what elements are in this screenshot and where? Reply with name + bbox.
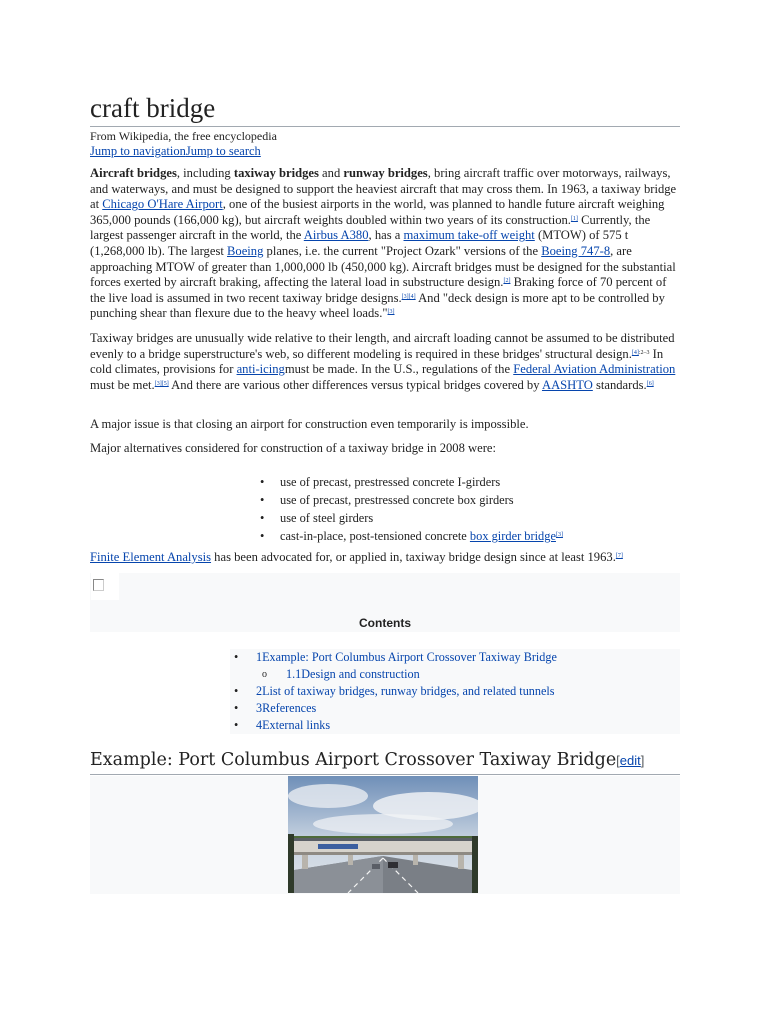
toc-item-1[interactable]: • 1Example: Port Columbus Airport Crossover Taxiway Bridge: [230, 649, 680, 666]
alternatives-list: [260, 473, 563, 545]
link-aashto[interactable]: AASHTO: [541, 377, 593, 392]
toc-item-1-1[interactable]: o 1.1Design and construction: [230, 666, 680, 683]
site-tagline: From Wikipedia, the free encyclopedia: [90, 129, 277, 143]
paragraph-taxiway-design: Taxiway bridges are unusually wide relative to their length, and aircraft loading cannot be assumed to be distributed evenly to a bridge superstructure's web, so different modeling is required in these bridges' structural design.$^{[4]:2-3}$ In cold climates, provisions for anti-icingmust be made. In the U.S., regulations of the Federal Aviation Administration must be met.[3][5] And there are various other differences versus typical bridges covered by AASHTO standards.[6]: [90, 331, 676, 392]
citation-link[interactable]: [4]: [631, 349, 639, 356]
toc-item-2[interactable]: • 2List of taxiway bridges, runway bridges, and related tunnels: [230, 683, 680, 700]
citation-link[interactable]: [7]: [615, 553, 623, 559]
toc-item-3[interactable]: • 3References: [230, 700, 680, 717]
paragraph-alternatives-intro: Major alternatives considered for construction of a taxiway bridge in 2008 were:: [90, 441, 497, 455]
page-title: craft bridge: [90, 92, 680, 127]
link-airbus-a380[interactable]: Airbus A380: [303, 228, 369, 243]
bullet-icon: •: [234, 650, 239, 664]
jump-links: [90, 144, 261, 159]
bullet-icon: •: [234, 718, 239, 732]
list-item: • cast-in-place, post-tensioned concrete box girder bridge[3]: [260, 527, 563, 545]
list-item: • use of steel girders: [260, 509, 563, 527]
citation-link[interactable]: [2]: [503, 278, 511, 285]
bullet-icon: •: [234, 684, 239, 698]
citation-link[interactable]: [1]: [570, 215, 578, 222]
link-boeing[interactable]: Boeing: [227, 243, 264, 258]
bridge-photo-image: [288, 776, 478, 893]
jump-to-navigation-link[interactable]: Jump to navigation: [90, 144, 186, 158]
link-anti-icing[interactable]: anti-icing: [236, 362, 285, 377]
citation-link[interactable]: [3][4]: [401, 293, 416, 300]
section-heading: Example: Port Columbus Airport Crossover Taxiway Bridge[edit]: [90, 747, 680, 775]
citation-link[interactable]: [6]: [646, 380, 654, 387]
citation-link[interactable]: [3]: [387, 309, 395, 316]
paragraph-major-issue: A major issue is that closing an airport for construction even temporarily is impossible.: [90, 417, 529, 431]
bullet-icon: •: [234, 701, 239, 715]
term-aircraft-bridges: Aircraft bridges: [90, 166, 177, 180]
paragraph-fea: Finite Element Analysis has been advocated for, or applied in, taxiway bridge design since at least 1963.[7]: [90, 550, 623, 564]
jump-to-search-link[interactable]: Jump to search: [185, 144, 261, 158]
bridge-photo[interactable]: [288, 776, 478, 893]
intro-paragraph: Aircraft bridges, including taxiway bridges and runway bridges, bring aircraft traffic over motorways, railways, and waterways, and must be designed to support the heaviest aircraft that may cross them. In 1963, a taxiway bridge at Chicago O'Hare Airport, one of the busiest airports in the world, was planned to handle future aircraft weighing 365,000 pounds (166,000 kg), but aircraft weights doubled within two years of its construction.[1] Currently, the largest passenger aircraft in the world, the Airbus A380, has a maximum take-off weight (MTOW) of 575 t (1,268,000 lb). The largest Boeing planes, i.e. the current "Project Ozark" versions of the Boeing 747-8, are approaching MTOW of greater than 1,000,000 lb (450,000 kg). Aircraft bridges must be designed for the substantial forces exerted by aircraft braking, affecting the lateral load in substructure design.[2] Braking force of 70 percent of the live load is assumed in two recent taxiway bridge designs.[3][4] And "deck design is more apt to be controlled by punching shear than flexure due to the heavy wheel loads."[3]: [90, 166, 677, 321]
list-item: • use of precast, prestressed concrete I-girders: [260, 473, 563, 491]
edit-link[interactable]: edit: [619, 753, 641, 768]
term-taxiway-bridges: taxiway bridges: [233, 166, 319, 180]
checkbox-icon[interactable]: [93, 579, 104, 591]
toc-toggle[interactable]: [91, 573, 119, 600]
toc-item-4[interactable]: • 4External links: [230, 717, 680, 734]
link-box-girder-bridge[interactable]: box girder bridge: [469, 529, 556, 543]
link-mtow[interactable]: maximum take-off weight: [403, 228, 535, 243]
term-runway-bridges: runway bridges: [343, 166, 428, 180]
link-chicago-ohare[interactable]: Chicago O'Hare Airport: [102, 197, 223, 212]
link-faa[interactable]: Federal Aviation Administration: [513, 362, 676, 377]
hollow-bullet-icon: o: [262, 669, 267, 680]
toc-title: Contents: [359, 616, 411, 630]
citation-link[interactable]: [3]: [555, 532, 563, 538]
edit-section: [edit]: [616, 753, 645, 768]
link-boeing-747-8[interactable]: Boeing 747-8: [541, 243, 611, 258]
list-item: • use of precast, prestressed concrete box girders: [260, 491, 563, 509]
link-finite-element-analysis[interactable]: Finite Element Analysis: [90, 550, 212, 564]
citation-link[interactable]: [3][5]: [154, 380, 169, 387]
toc-list: [230, 649, 680, 734]
